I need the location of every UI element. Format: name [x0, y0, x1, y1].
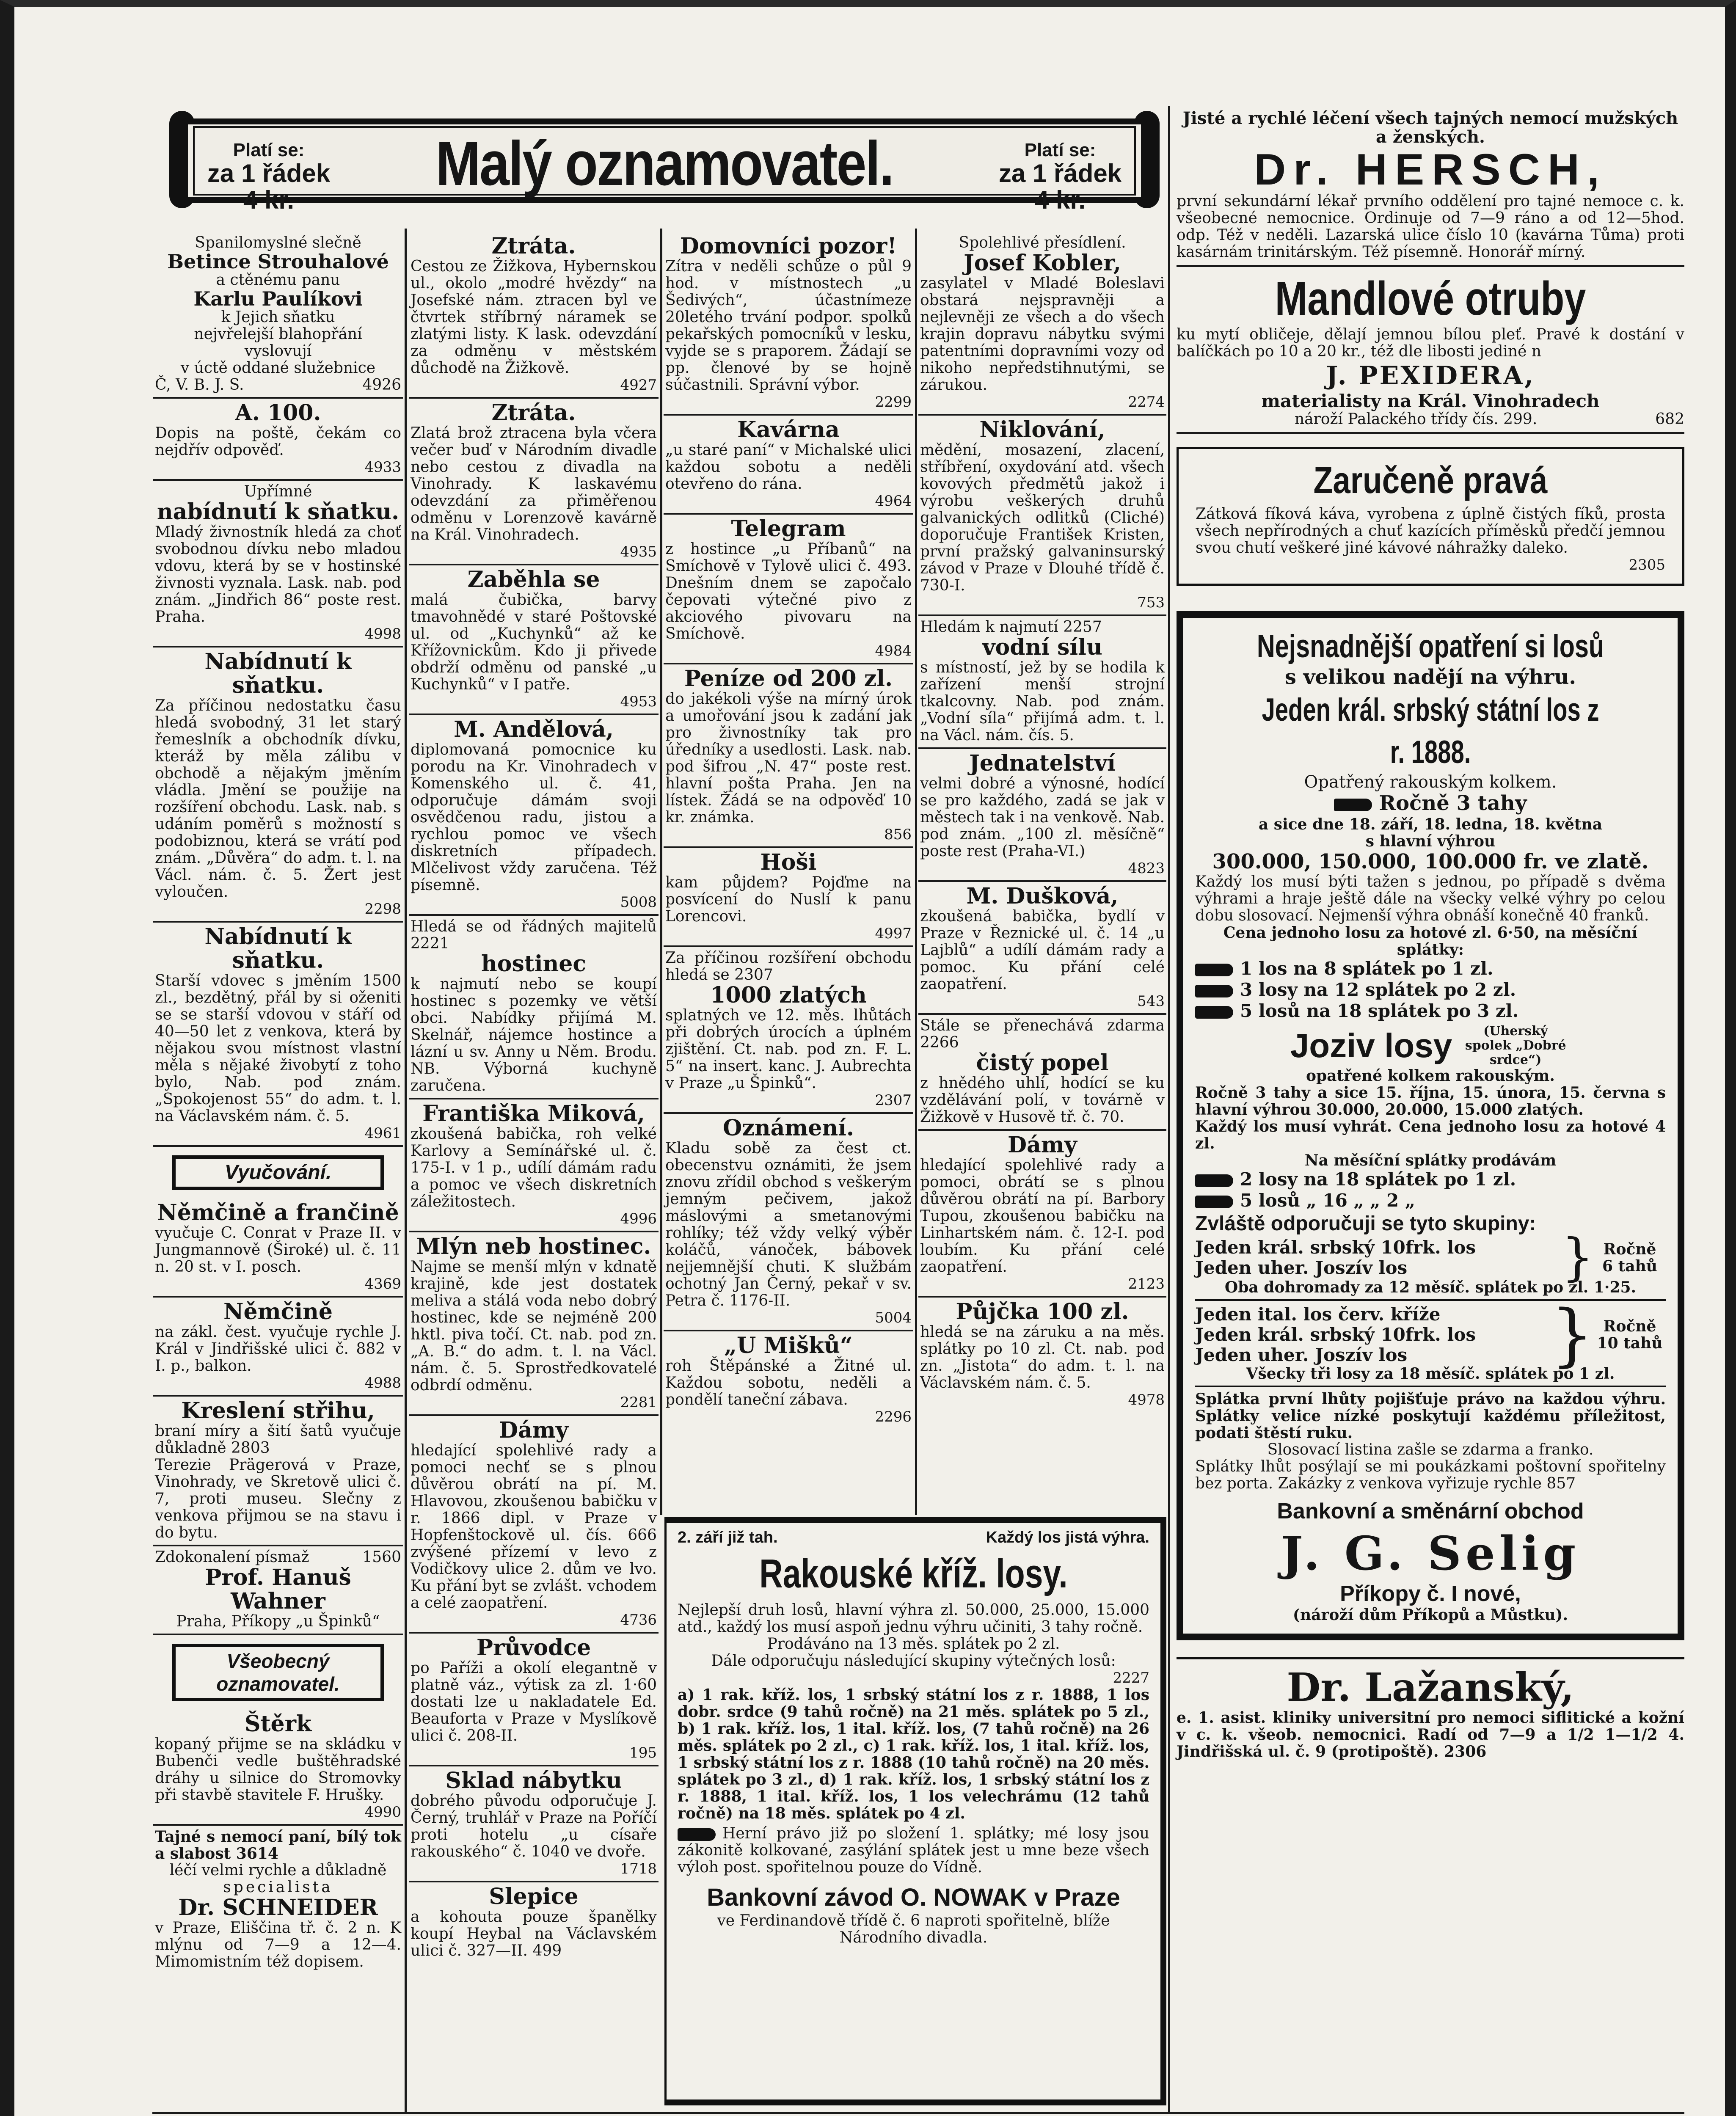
- ad-lost-bracelet: [409, 232, 659, 399]
- ad-text: mědění, mosazení, zlacení, stříbření, oxydování atd. všech kovových předmětů jakož i výrobu veškerých druhů galvanických odlitků (Cliché) doporučuje František Kristen, první pražský galvaninsurský závod v Praze v Dlouhé třídě č. 730-I.: [920, 441, 1165, 594]
- ad-number: 195: [629, 1744, 657, 1761]
- ad-number: 3614: [236, 1845, 278, 1863]
- ad-heading: M. Andělová,: [454, 716, 614, 742]
- ad-number: 4984: [875, 642, 912, 659]
- joziv-heading: Joziv losy: [1290, 1027, 1452, 1064]
- ad-heading: Kreslení střihu,: [181, 1398, 375, 1424]
- ad-text: Za příčinou nedostatku času hledá svobodný, 31 let starý řemeslník a obchodník dívku, kteráž by měla zálibu v obchodě a nějakým jměním vládla. Jmění se použije na rozšíření obchodu. Lask. nab. s udáním poměrů s možností s podobiznou, která se vrátí pod znám. „Důvěra“ do adm. t. l. na Václ. nám. č. 5. Žert jest vyloučen.: [155, 697, 401, 901]
- group-text: Splátka první lhůty pojišťuje právo na každou výhru. Splátky velice nízké poskytují každému příležitost, podati štěstí ruku.: [1195, 1390, 1666, 1442]
- ad-number: 856: [884, 826, 912, 843]
- joziv-price-2: 5 losů „ 16 „ „ 2 „: [1240, 1190, 1416, 1211]
- ad-text: hledající spolehlivé rady a pomoci nechť se s plnou důvěrou obrátí na pí. M. Hlavovou, zkoušenou babičku v r. 1866 dipl. v Praze v Hopfenštockově ul. čís. 666 zvýšené přízemí v levo z Vodičkovy ulice 2. dům ve lvo. Ku přání byt se zvlášt. vchodem a celé zaopatření.: [411, 1442, 657, 1612]
- hersch-top: Jisté a rychlé léčení všech tajných nemocí mužských a ženských.: [1182, 108, 1678, 147]
- group-1-price: Oba dohromady za 12 měsíč. splátek po zl. 1·25.: [1195, 1279, 1666, 1301]
- ad-inn-wanted: [409, 916, 659, 1099]
- group-2-draws: 10 tahů: [1597, 1334, 1663, 1352]
- lot-tahy: Ročně 3 tahy: [1379, 791, 1527, 815]
- ad-number: 857: [1546, 1475, 1576, 1492]
- lot-stamp: Opatřený rakouským kolkem.: [1304, 772, 1557, 792]
- ad-dr-hersch: [1177, 109, 1684, 261]
- ad-number: 2298: [364, 901, 401, 917]
- group-text-3: Splátky lhůt posýlají se mi poukázkami poštovní spořitelny bez porta. Zakázky z venkova vyřizuje rychle: [1195, 1458, 1666, 1492]
- ad-line: k Jejich sňatku: [221, 309, 335, 326]
- ad-text: Tajné s nemocí paní, bílý tok a slabost: [155, 1828, 401, 1863]
- ad-number: 4996: [620, 1210, 657, 1227]
- lottery-text-5: Herní právo již po složení 1. splátky; mé losy jsou zákonitě kolkované, zasýlání splátek jest u mne beze všech výloh post. spořitelnou pouze do Vídně.: [678, 1825, 1149, 1876]
- ad-dr-schneider: [153, 1826, 403, 1974]
- ad-number: 4933: [364, 459, 401, 476]
- joziv-price-1: 2 losy na 18 splátek po 1 zl.: [1240, 1169, 1516, 1190]
- hersch-name: Dr. HERSCH,: [1254, 145, 1607, 194]
- lot-text: Každý los musí býti tažen s jednou, po případě s dvěma výhrami a hraje ještě dále na všecky velké výhry po celou dobu slosovací. Nejmenší výhra obnáší konečně 40 franků.: [1195, 873, 1666, 924]
- ad-address: v Praze, Eliščina tř. č. 2 n. K mlýnu od 7—9 a 12—4. Mimomistním též dopisem.: [155, 1919, 401, 1970]
- ad-german-french: [153, 1199, 403, 1298]
- lottery-text-2: Prodáváno na 13 měs. splátek po 2 zl.: [767, 1635, 1060, 1653]
- ad-text: zkoušená babička, bydlí v Praze v Řeznické ul. č. 14 „u Lajblů“ a udílí dámám rady a pomoc. Ku přání celé zaopatření.: [920, 908, 1165, 993]
- ad-text: Najme se menší mlýn v kdnatě krajině, kde jest dostatek melivа a stálá voda nebo dobrý hostinec, kde se nejméně 200 hktl. piva točí. Ct. nab. pod zn. „A. B.“ do adm. t. l. na Václ. nám. č. 5. Sprostředkovatelé odbrdí odměnu.: [411, 1258, 657, 1394]
- pointing-hand-icon: [1334, 799, 1372, 811]
- ad-money: [664, 664, 913, 848]
- lot-price: Cena jednoho losu za hotové zl. 6·50, na měsíční splátky:: [1223, 924, 1638, 959]
- ad-heading: Oznámení.: [722, 1115, 854, 1141]
- ad-line: vyslovují: [244, 342, 312, 360]
- ad-text: do jakékoli výše na mírný úrok a umořování jsou k zadání jak pro živnostníky tak pro úředníky a usedlosti. Lask. nab. pod šifrou „N. 47“ poste rest. hlavní pošta Praha. Jen na lístek. Žádá se na odpověď 10 kr. známka.: [665, 690, 912, 826]
- ad-heading: Dámy: [499, 1417, 569, 1443]
- ad-number: 4736: [620, 1612, 657, 1628]
- lot-price-1: 1 los na 8 splátek po 1 zl.: [1240, 958, 1494, 979]
- ad-signature: Č, V. B. J. S.: [155, 376, 244, 394]
- ad-text: na zákl. čest. vyučuje rychle J. Král v Jindřišské ulici č. 882 v I. p., balkon.: [155, 1323, 401, 1375]
- ad-pre: Upřímné: [244, 483, 312, 500]
- ad-heading: M. Dušková,: [966, 883, 1119, 909]
- ad-number: 2296: [875, 1408, 912, 1425]
- pointing-hand-icon: [678, 1828, 716, 1841]
- lot-price-3: 5 losů na 18 splátek po 3 zl.: [1240, 1000, 1519, 1021]
- ad-heading: Mlýn neb hostinec.: [416, 1234, 651, 1259]
- group-2-yearly: Ročně: [1603, 1317, 1656, 1335]
- ad-text: kopaný přijme se na skládku v Bubenči vedle buštěhradské dráhy u silnice do Stromovky při stavbě stavitele F. Hrušky.: [155, 1736, 401, 1804]
- ad-furniture: [409, 1766, 659, 1882]
- joziv-sell: Na měsíční splátky prodávám: [1304, 1152, 1557, 1169]
- coffee-heading: Zaručeně pravá: [1313, 459, 1548, 501]
- ad-heading: Slepice: [489, 1884, 579, 1909]
- ad-heading: Jednatelství: [969, 750, 1116, 776]
- ad-a100: [153, 399, 403, 481]
- ad-lottery-serbian: [1177, 611, 1684, 1640]
- ad-andelova: [409, 715, 659, 916]
- joziv-side: (Uherský spolek „Dobré srdce“): [1465, 1024, 1566, 1067]
- ad-kobler: [918, 232, 1166, 416]
- ad-text: vyučuje C. Conrat v Praze II. v Jungmannově (Široké) ul. č. 11 n. 20 st. v I. posch.: [155, 1224, 401, 1276]
- selig-top: Bankovní a směnární obchod: [1277, 1499, 1584, 1524]
- ad-name: Betince Strouhalové: [167, 250, 389, 273]
- column-rule-2: [660, 229, 662, 1515]
- section-label-teaching: Vyučování.: [172, 1155, 384, 1190]
- ad-text: diplomovaná pomocnice ku porodu na Kr. Vinohradech v Komenského ul. č. 41, odporučuje dámám svoji osvědčenou radu, jistou a rychlou pomoc ve všech diskretních případech. Mlčelivost vždy zaručena. Též písemně.: [411, 741, 657, 894]
- ad-cafe: [664, 416, 913, 515]
- ad-heading: „U Mišků“: [724, 1333, 853, 1358]
- ad-number: 4964: [875, 493, 912, 510]
- ad-number: 2221: [411, 935, 449, 952]
- ad-boys: [664, 848, 913, 947]
- ad-heading: A. 100.: [235, 400, 321, 426]
- ad-caretakers: [664, 232, 913, 416]
- joziv-text: Ročně 3 tahy a sice 15. října, 15. února, 15. června s hlavní výhrou 30.000, 20.000, 15.000 zlatých.: [1195, 1084, 1666, 1119]
- lottery-top-line: [678, 1529, 1149, 1546]
- ad-line: a ctěnému panu: [216, 271, 340, 289]
- ad-heading: Němčině a frančině: [157, 1200, 399, 1226]
- brace-icon: }: [1551, 1295, 1594, 1374]
- pointing-hand-icon: [1195, 985, 1233, 997]
- ad-number: 4961: [364, 1125, 401, 1142]
- ad-dr-lazansky: [1177, 1657, 1684, 1760]
- ad-heading: Štěrk: [244, 1711, 312, 1737]
- lottery-number: 2227: [1113, 1670, 1149, 1686]
- masthead: [182, 111, 1147, 215]
- column-2: [409, 232, 659, 1963]
- ad-text: a kohouta pouze španělky koupí Heybal na Václavském ulici č. 327—II.: [411, 1908, 657, 1959]
- ad-text-2: Terezie Prägerová v Praze, Vinohrady, ve Skretově ulici č. 7, proti museu. Slečny z venkova přijmou se na stavu i do bytu.: [155, 1456, 401, 1541]
- ad-number: 2281: [620, 1394, 657, 1411]
- lazansky-text: e. 1. asist. kliniky universitní pro nemoci siflitické a kožní v c. k. všeob. nemocnici. Radí od 7—9 a 1/2 1—1/2 4. Jindřišská ul. č. 9 (protipoště).: [1177, 1709, 1684, 1761]
- ad-heading: Domovníci pozor!: [680, 233, 897, 259]
- ad-number: 4926: [362, 376, 401, 394]
- hersch-text: první sekundární lékař prvního oddělení pro tajné nemoce c. k. všeobecné nemocnice. Ordinuje od 7—9 ráno a od 12—5hod. odp. Též v neděli. Lazarská ulice číslo 10 (kavárna Tůma) proti kasárnám trinitárským. Též písemně. Honorář mírný.: [1177, 193, 1684, 261]
- ad-line: v úctě oddané služebnice: [180, 359, 376, 377]
- ad-number: 4988: [364, 1375, 401, 1391]
- lot-dates: a sice dne 18. září, 18. ledna, 18. května: [1258, 816, 1603, 833]
- ad-number: 4823: [1128, 860, 1165, 877]
- ad-number: 2266: [920, 1034, 959, 1051]
- ad-text: Dopis na poště, čekám co nejdřív odpověď.: [155, 424, 401, 459]
- pexidera-sub: materialisty na Král. Vinohradech: [1261, 391, 1600, 411]
- lottery-title: Rakouské kříž. losy.: [759, 1551, 1068, 1596]
- ad-ladies: [409, 1416, 659, 1634]
- pexidera-address: nároží Palackého třídy čís. 299.: [1294, 411, 1538, 428]
- lot-sub: s velikou nadějí na výhru.: [1284, 665, 1576, 689]
- ad-guide: [409, 1634, 659, 1766]
- ad-announcement: [664, 1114, 913, 1331]
- ad-number: 4997: [875, 925, 912, 942]
- ad-heading: Ztráta.: [491, 233, 576, 259]
- ad-text: z hnědého uhlí, hodící se ku vzdělávání polí, v továrně v Žižkově v Husově tř. č. 70.: [920, 1075, 1165, 1126]
- ad-mikova: [409, 1099, 659, 1232]
- ad-address: Praha, Příkopy „u Špinků“: [176, 1613, 380, 1630]
- lottery-box: [664, 1517, 1166, 2105]
- lottery-text-4: a) 1 rak. kříž. los, 1 srbský státní los z r. 1888, 1 los dobr. srdce (9 tahů ročně) na 21 měs. splátek po 5 zl., b) 1 rak. kříž. los, 1 ital. kříž. los, (7 tahů ročně) na 26 měs. splátek po 2 zl., c) 1 rak. kříž. los, 1 ital. kříž. los, 1 srbský státní los z r. 1888 (10 tahů ročně) na 20 měs. splátek po 3 zl., d) 1 rak. kříž. los, 1 srbský státní los z r. 1888, 1 ital. kříž. los, 1 los velechrámu (12 tahů ročně) na 18 měs. splátek po 4 zl.: [678, 1686, 1149, 1822]
- ad-heading: Nabídnutí k sňatku.: [204, 924, 352, 973]
- selig-address-2: (nároží dům Příkopů a Můstku).: [1292, 1606, 1568, 1624]
- ad-number: 2305: [1629, 557, 1665, 573]
- ad-text: z hostince „u Příbanů“ na Smíchově v Tylově ulici č. 493. Dnešním dnem se započalo čepovati výtečné pivo z akciového pivovaru na Smíchově.: [665, 540, 912, 642]
- ad-pre: Hledám k najmutí: [920, 618, 1058, 636]
- ad-pre: Stále se přenechává zdarma: [920, 1017, 1165, 1034]
- ad-handwriting: [153, 1546, 403, 1635]
- coffee-text: Zátková fíková káva, vyrobena z úplně čistých fíků, prosta všech nepřírodných a chuť kazících příměsků předčí jemnou svou chutí veškeré jiné kávové náhražky daleko.: [1196, 505, 1665, 557]
- lazansky-name: Dr. Lažanský,: [1287, 1664, 1574, 1710]
- joziv-sub: opatřené kolkem rakouským.: [1306, 1067, 1555, 1085]
- ad-ladies-2: [918, 1131, 1166, 1298]
- ad-1000-gold: [664, 947, 913, 1114]
- ad-heading: Sklad nábytku: [445, 1768, 622, 1794]
- pointing-hand-icon: [1195, 1174, 1233, 1187]
- ad-number: 543: [1137, 993, 1165, 1010]
- ad-text: po Paříži a okolí elegantně v platně váz., výtisk za zl. 1·60 dostati lze u nakladatele Ed. Beauforta v Praze v Myslíkově ulici č. 208-II.: [411, 1659, 657, 1744]
- ad-heading: Půjčka 100 zl.: [956, 1299, 1129, 1325]
- ad-heading: 1000 zlatých: [710, 982, 867, 1008]
- ad-text: Zlatá brož ztracena byla včera večer buď v Národním divadle nebo cestou z divadla na Vinohrady. K laskavému odevzdání za přiměřenou odměnu v Lorenzově kavárně na Král. Vinohradech.: [411, 424, 657, 543]
- ad-water-power: [918, 616, 1166, 749]
- column-4: [918, 232, 1166, 1412]
- ad-pre: Za příčinou rozšíření obchodu hledá se: [665, 949, 912, 984]
- ad-text: Zdokonalení písmaž: [155, 1548, 309, 1566]
- ad-text: zkoušená babička, roh velké Karlovy a Semínářské ul. č. 175-I. v 1 p., udílí dámám radu a pomoc ve všech diskretních záležitostech.: [411, 1125, 657, 1210]
- group-2-price: Všecky tři losy za 18 měsíč. splátek po 1 zl.: [1195, 1365, 1666, 1387]
- masthead-price-left: [199, 141, 339, 213]
- ad-text: Starší vdovec s jměním 1500 zl., bezdětný, přál by si oženiti se se starší vdovou v stáří od 40—50 let z venkova, která by nějakou svou místnost vlastní měla s nějaké živobytí z toho bylo, Nab. pod znám. „Spokojenost 55“ do adm. t. l. na Václavském nám. č. 5.: [155, 972, 401, 1125]
- lottery-bank-address: ve Ferdinandově třídě č. 6 naproti spořitelně, blíže Národního divadla.: [717, 1912, 1110, 1946]
- joziv-text-2: Každý los musí vyhrát. Cena jednoho losu za hotové 4 zl.: [1195, 1118, 1666, 1152]
- ad-heading: Dámy: [1007, 1132, 1077, 1158]
- ad-congratulation: [153, 232, 403, 399]
- ad-gravel: [153, 1710, 403, 1826]
- ad-number: 499: [532, 1942, 562, 1959]
- price-right-line1: Platí se:: [1024, 140, 1096, 160]
- ad-number: 1718: [620, 1860, 657, 1877]
- ad-heading: Františka Miková,: [422, 1101, 645, 1127]
- ad-loan: [918, 1298, 1166, 1412]
- ad-number: 753: [1137, 594, 1165, 611]
- ad-line: nejvřelejší blahopřání: [194, 325, 362, 343]
- ad-text: Kladu sobě za čest ct. obecenstvu oznámiti, že jsem znovu zřídil obchod s veškerým jemným pečivem, jakož máslovými a smetanovými rohlíky; též vždy velký výběr koláčů, vánoček, bábovek nejjemnější chuti. K službám ochotný Jan Černý, pekař v sv. Petra č. 1176-II.: [665, 1140, 912, 1309]
- ad-number: 2123: [1128, 1276, 1165, 1292]
- selig-name: J. G. Selig: [1281, 1526, 1580, 1581]
- mandl-heading: Mandlové otruby: [1275, 272, 1586, 325]
- ad-heading: čistý popel: [976, 1050, 1109, 1076]
- pointing-hand-icon: [1195, 1196, 1233, 1208]
- ad-text: dobrého původu odporučuje J. Černý, truhlář v Praze na Poříčí proti hotelu „u císaře rakouského“ č. 1040 ve dvoře.: [411, 1792, 657, 1860]
- pointing-hand-icon: [1195, 964, 1233, 976]
- ad-name: Karlu Paulíkovi: [193, 287, 363, 310]
- group-2-item: Jeden král. srbský 10frk. los: [1195, 1324, 1476, 1345]
- masthead-price-right: [990, 141, 1130, 213]
- ad-nickel: [918, 416, 1166, 616]
- ad-text: splatných ve 12. měs. lhůtách při dobrých úrocích a úplném zjištění. Ct. nab. pod zn. F. L. 5“ na insert. kanc. J. Aubrechta v Praze „u Špinků“.: [665, 1007, 912, 1092]
- right-column: [1177, 109, 1684, 1760]
- ad-text: zasylatel v Mladé Boleslavi obstará nejspravněji a nejlevněji ze všech a do všech krajin dopravu nábytku svými patentními dopravními vozy od nikoho nepředstihnutými, se zárukou.: [920, 275, 1165, 394]
- price-left-line1: Platí se:: [233, 140, 305, 160]
- ad-number: 4953: [620, 693, 657, 710]
- ad-number: 4998: [364, 625, 401, 642]
- column-3: [664, 232, 913, 1429]
- pexidera-name: J. PEXIDERA,: [1325, 361, 1535, 391]
- lot-main: s hlavní výhrou: [1365, 832, 1496, 850]
- ad-heading: hostinec: [481, 951, 587, 977]
- divider: [1177, 432, 1684, 434]
- divider: [1177, 265, 1684, 267]
- ad-heading: vodní sílu: [982, 634, 1102, 660]
- column-rule-4: [1168, 106, 1170, 2112]
- ad-number: 4990: [364, 1804, 401, 1821]
- ad-telegram: [664, 515, 913, 664]
- ad-fig-coffee: [1177, 447, 1684, 586]
- ad-text: hledající spolehlivé rady a pomoci, obrátí se s plnou důvěrou obrátí na pí. Barbory Tupou, zkoušenou babičku na Linhartském nám. č. 12-I. pod loubím. Ku přání celé zaopatření.: [920, 1157, 1165, 1276]
- ad-text: s místností, jež by se hodila k zařízení menší strojní tkalcovny. Nab. pod znám. „Vodní síla“ přijímá adm. t. l. na Václ. nám. čís. 5.: [920, 659, 1165, 744]
- lottery-top-right: Každý los jistá výhra.: [986, 1529, 1149, 1546]
- footer-rule: [152, 2112, 1684, 2114]
- mandl-text: ku mytí obličeje, dělají jemnou bílou pleť. Pravé k dostání v balíčkách po 10 a 20 kr., též dle libosti jediné n: [1177, 326, 1684, 360]
- ad-text-2: léčí velmi rychle a důkladně: [169, 1862, 387, 1879]
- ad-heading: Kavárna: [737, 417, 840, 443]
- ad-heading: Telegram: [731, 516, 846, 542]
- ad-marriage-3: [153, 923, 403, 1147]
- ad-mill: [409, 1232, 659, 1416]
- ad-heading: Ztráta.: [491, 400, 576, 426]
- ad-specialist: specialista: [223, 1879, 333, 1896]
- ad-text: k najmutí nebo se koupí hostinec s pozemky ve větší obci. Nabídky přijímá M. Skelnář, nájemce hostince a lázní u sv. Anny u Něm. Brodu. NB. Výborná kuchyně zaručena.: [411, 975, 657, 1094]
- lot-price-2: 3 losy na 12 splátek po 2 zl.: [1240, 979, 1516, 1000]
- ad-number: 2257: [1063, 618, 1102, 636]
- ad-lost-dog: [409, 565, 659, 715]
- ad-pattern-drawing: [153, 1397, 403, 1546]
- ad-almond-bran: [1177, 271, 1684, 428]
- ad-heading: Průvodce: [476, 1635, 591, 1661]
- ad-text: „u staré paní“ v Michalské ulici každou sobotu a neděli otevřeno do rána.: [665, 441, 912, 493]
- ad-heading: Prof. Hanuš Wahner: [205, 1565, 351, 1614]
- group-heading: Zvláště odporučuji se tyto skupiny:: [1195, 1212, 1536, 1235]
- ad-number: 2307: [734, 966, 773, 984]
- column-rule-1: [405, 229, 407, 2112]
- ad-text: velmi dobré a výnosné, hodící se pro každého, zadá se jak v městech tak i na venkově. Nab. pod znám. „100 zl. měsíčně“ poste rest (Praha-VI.): [920, 775, 1165, 860]
- masthead-title: Malý oznamovatel.: [435, 129, 893, 198]
- ad-ash: [918, 1015, 1166, 1131]
- ad-text: braní míry a šití šatů vyučuje důkladně: [155, 1422, 401, 1457]
- ad-heading: Nabídnutí k sňatku.: [204, 649, 352, 698]
- lottery-top-left: 2. září již tah.: [678, 1529, 778, 1546]
- lot-amounts: 300.000, 150.000, 100.000 fr. ve zlatě.: [1212, 850, 1649, 873]
- group-1-yearly: Ročně: [1603, 1240, 1656, 1258]
- ad-hens: [409, 1882, 659, 1963]
- ad-heading: Němčině: [223, 1299, 333, 1325]
- ad-number: 2299: [875, 394, 912, 411]
- ad-text: kam půjdem? Pojďme na posvícení do Nuslí k panu Lorencovi.: [665, 874, 912, 925]
- ad-number: 2306: [1444, 1743, 1487, 1761]
- ad-line: Spanilomyslné slečně: [195, 234, 361, 251]
- group-1-draws: 6 tahů: [1602, 1257, 1657, 1275]
- ad-number: 4935: [620, 543, 657, 560]
- group-text-2: Slosovací listina zašle se zdarma a franko.: [1267, 1441, 1594, 1458]
- lot-title: Jeden král. srbský státní los z r. 1888.: [1262, 692, 1599, 770]
- ad-marriage-1: [153, 481, 403, 647]
- ad-duskova: [918, 882, 1166, 1015]
- column-rule-3: [915, 229, 917, 1515]
- ad-text: Mladý živnostník hledá za choť svobodnou dívku nebo mladou vdovu, která by se v hostinské živnosti vyznala. Lask. nab. pod znám. „Jindřich 86“ poste rest. Praha.: [155, 523, 401, 625]
- price-left-line2: za 1 řádek 4 kr.: [207, 159, 331, 215]
- ad-heading: Peníze od 200 zl.: [684, 666, 893, 692]
- ad-number: 5004: [875, 1309, 912, 1326]
- lottery-text-3: Dále odporučuju následující skupiny výtečných losů:: [711, 1652, 1116, 1670]
- ad-number: 2803: [231, 1439, 270, 1457]
- group-1-item: Jeden uher. Joszív los: [1195, 1257, 1408, 1278]
- ad-heading: nabídnutí k sňatku.: [157, 499, 400, 525]
- group-2-item: Jeden uher. Joszív los: [1195, 1345, 1408, 1365]
- ad-heading: Dr. SCHNEIDER: [178, 1895, 378, 1920]
- brace-icon: }: [1561, 1228, 1594, 1287]
- ad-pre: Hledá se od řádných majitelů: [411, 918, 657, 935]
- ad-german: [153, 1298, 403, 1397]
- pointing-hand-icon: [1195, 1006, 1233, 1019]
- ad-number: 4927: [620, 377, 657, 394]
- lot-heading: Nejsnadnější opatření si losů: [1257, 628, 1604, 664]
- ad-heading: Zaběhla se: [467, 567, 600, 592]
- ad-number: 4978: [1128, 1391, 1165, 1408]
- ad-heading: Niklování,: [979, 417, 1105, 443]
- ad-number: 5008: [620, 894, 657, 911]
- selig-address: Příkopy č. I nové,: [1340, 1581, 1521, 1606]
- ad-text: hledá se na záruku a na měs. splátky po 10 zl. Ct. nab. pod zn. „Jistota“ do adm. t. l. na Václavském nám. č. 5.: [920, 1323, 1165, 1391]
- ad-number: 2307: [875, 1092, 912, 1109]
- lottery-bank: Bankovní závod O. NOWAK v Praze: [707, 1884, 1120, 1911]
- price-right-line2: za 1 řádek 4 kr.: [998, 159, 1122, 215]
- ad-pre: Spolehlivé přesídlení.: [959, 234, 1126, 251]
- ad-number: 2274: [1128, 394, 1165, 411]
- ad-marriage-2: [153, 647, 403, 923]
- ad-lost-brooch: [409, 399, 659, 565]
- ad-u-misku: [664, 1331, 913, 1429]
- ad-heading: Hoši: [760, 849, 817, 875]
- ad-number: 4369: [364, 1276, 401, 1292]
- ad-text: Zítra v neděli schůze o půl 9 hod. v místnostech „u Šedivých“, účastnímeze 20letého trvání podpor. spolků pekařských pomocníků v lesku, vyjde se s praporem. Žádají se pp. členové by se hojně súčastnili. Správní výbor.: [665, 258, 912, 394]
- ad-text: malá čubička, barvy tmavohnědé v staré Poštovské ul. od „Kuchynků“ až ke Křížovnickům. Kdo ji přivede obdrží odměnu od panské „u Kuchynků“ v I patře.: [411, 591, 657, 693]
- ad-text: roh Štěpánské a Žitné ul. Každou sobotu, neděli a pondělí taneční zábava.: [665, 1357, 912, 1408]
- ad-number: 1560: [362, 1548, 401, 1566]
- section-label-general: Všeobecný oznamovatel.: [172, 1644, 384, 1701]
- group-1-item: Jeden král. srbský 10frk. los: [1195, 1237, 1476, 1258]
- ad-heading: Josef Kobler,: [964, 250, 1121, 276]
- ad-text: Cestou ze Žižkova, Hybernskou ul., okolo „modré hvězdy“ na Josefské nám. ztracen byl ve čtvrtek stříbrný náramek se zlatými listy. K lask. odevzdání za odměnu v městském důchodě na Žižkově.: [411, 258, 657, 377]
- lottery-text-1: Nejlepší druh losů, hlavní výhra zl. 50.000, 25.000, 15.000 atd., každý los musí aspoň jednu výhru učiniti, 3 tahy ročně.: [678, 1601, 1149, 1636]
- column-1: [153, 232, 403, 1974]
- ad-number: 682: [1655, 411, 1684, 428]
- ad-agency: [918, 749, 1166, 882]
- group-2-item: Jeden ital. los červ. kříže: [1195, 1304, 1441, 1325]
